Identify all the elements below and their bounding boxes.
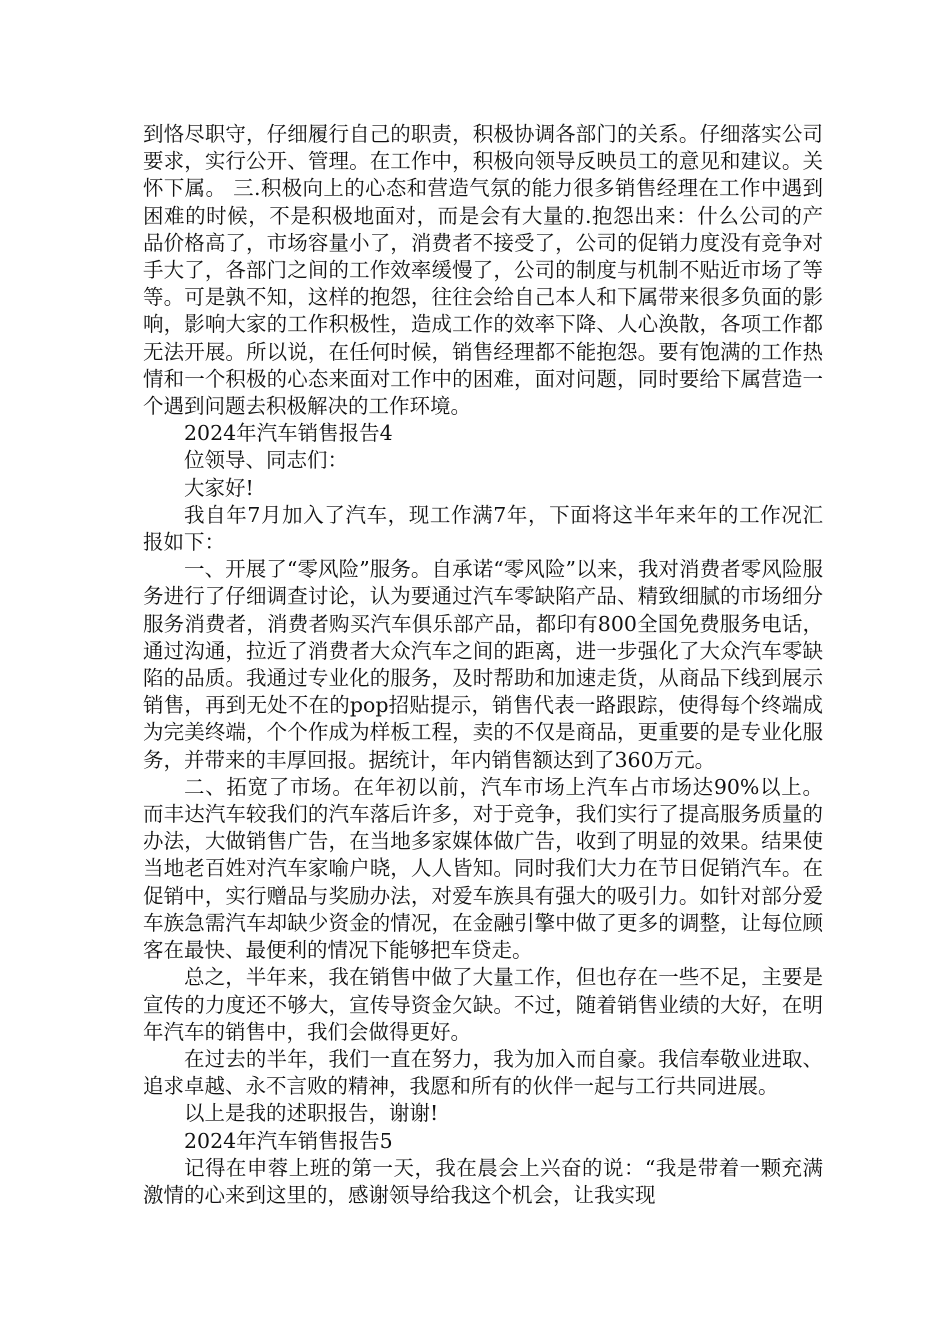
section-heading-report-5: 2024年汽车销售报告5 [184,1128,393,1153]
paragraph-zero-risk-service: 一、开展了“零风险”服务。自承诺“零风险”以来，我对消费者零风险服务进行了仔细调查讨论，认为要通过汽车零缺陷产品、精致细腻的市场细分服务消费者，消费者购买汽车俱乐部产品，都印有800全国免费服务电话，通过沟通，拉近了消费者大众汽车之间的距离，进一步强化了大众汽车零缺陷的品质。我通过专业化的服务，及时帮助和加速走货，从商品下线到展示销售，再到无处不在的pop招贴提示，销售代表一路跟踪，使得每个终端成为完美终端，个个作成为样板工程，卖的不仅是商品，更重要的是专业化服务，并带来的丰厚回报。据统计，年内销售额达到了360万元。 [143,557,823,772]
paragraph-salutation: 位领导、同志们： [184,448,348,473]
document-body [143,121,823,1209]
section-heading-report-4: 2024年汽车销售报告4 [184,421,393,446]
paragraph-closing: 以上是我的述职报告，谢谢! [184,1101,439,1126]
paragraph-summary: 总之，半年来，我在销售中做了大量工作，但也存在一些不足，主要是宣传的力度还不够大，宣传导资金欠缺。不过，随着销售业绩的大好，在明年汽车的销售中，我们会做得更好。 [143,965,823,1044]
paragraph-pride: 在过去的半年，我们一直在努力，我为加入而自豪。我信奉敬业进取、追求卓越、永不言败的精神，我愿和所有的伙伴一起与工行共同进展。 [143,1046,823,1099]
paragraph-first-day: 记得在申蓉上班的第一天，我在晨会上兴奋的说：“我是带着一颗充满激情的心来到这里的，感谢领导给我这个机会，让我实现 [143,1155,823,1207]
paragraph-greeting: 大家好! [184,475,254,500]
paragraph-market-expansion: 二、拓宽了市场。在年初以前，汽车市场上汽车占市场达90%以上。而丰达汽车较我们的汽车落后许多，对于竞争，我们实行了提高服务质量的办法，大做销售广告，在当地多家媒体做广告，收到了明显的效果。结果使当地老百姓对汽车家喻户晓，人人皆知。同时我们大力在节日促销汽车。在促销中，实行赠品与奖励办法，对爱车族具有强大的吸引力。如针对部分爱车族急需汽车却缺少资金的情况，在金融引擎中做了更多的调整，让每位顾客在最快、最便利的情况下能够把车贷走。 [143,774,823,963]
paragraph-continuation: 到恪尽职守，仔细履行自己的职责，积极协调各部门的关系。仔细落实公司要求，实行公开、管理。在工作中，积极向领导反映员工的意见和建议。关怀下属。 三.积极向上的心态和营造气氛的能力很多销售经理在工作中遇到困难的时候，不是积极地面对，而是会有大量的.抱怨出来：什么公司的产品价格高了，市场容量小了，消费者不接受了，公司的促销力度没有竞争对手大了，各部门之间的工作效率缓慢了，公司的制度与机制不贴近市场了等等。可是孰不知，这样的抱怨，往往会给自己本人和下属带来很多负面的影响，影响大家的工作积极性，造成工作的效率下降、人心涣散，各项工作都无法开展。所以说，在任何时候，销售经理都不能抱怨。要有饱满的工作热情和一个积极的心态来面对工作中的困难，面对问题，同时要给下属营造一个遇到问题去积极解决的工作环境。 [143,122,823,419]
paragraph-intro: 我自年7月加入了汽车，现工作满7年，下面将这半年来年的工作况汇报如下： [143,502,823,555]
